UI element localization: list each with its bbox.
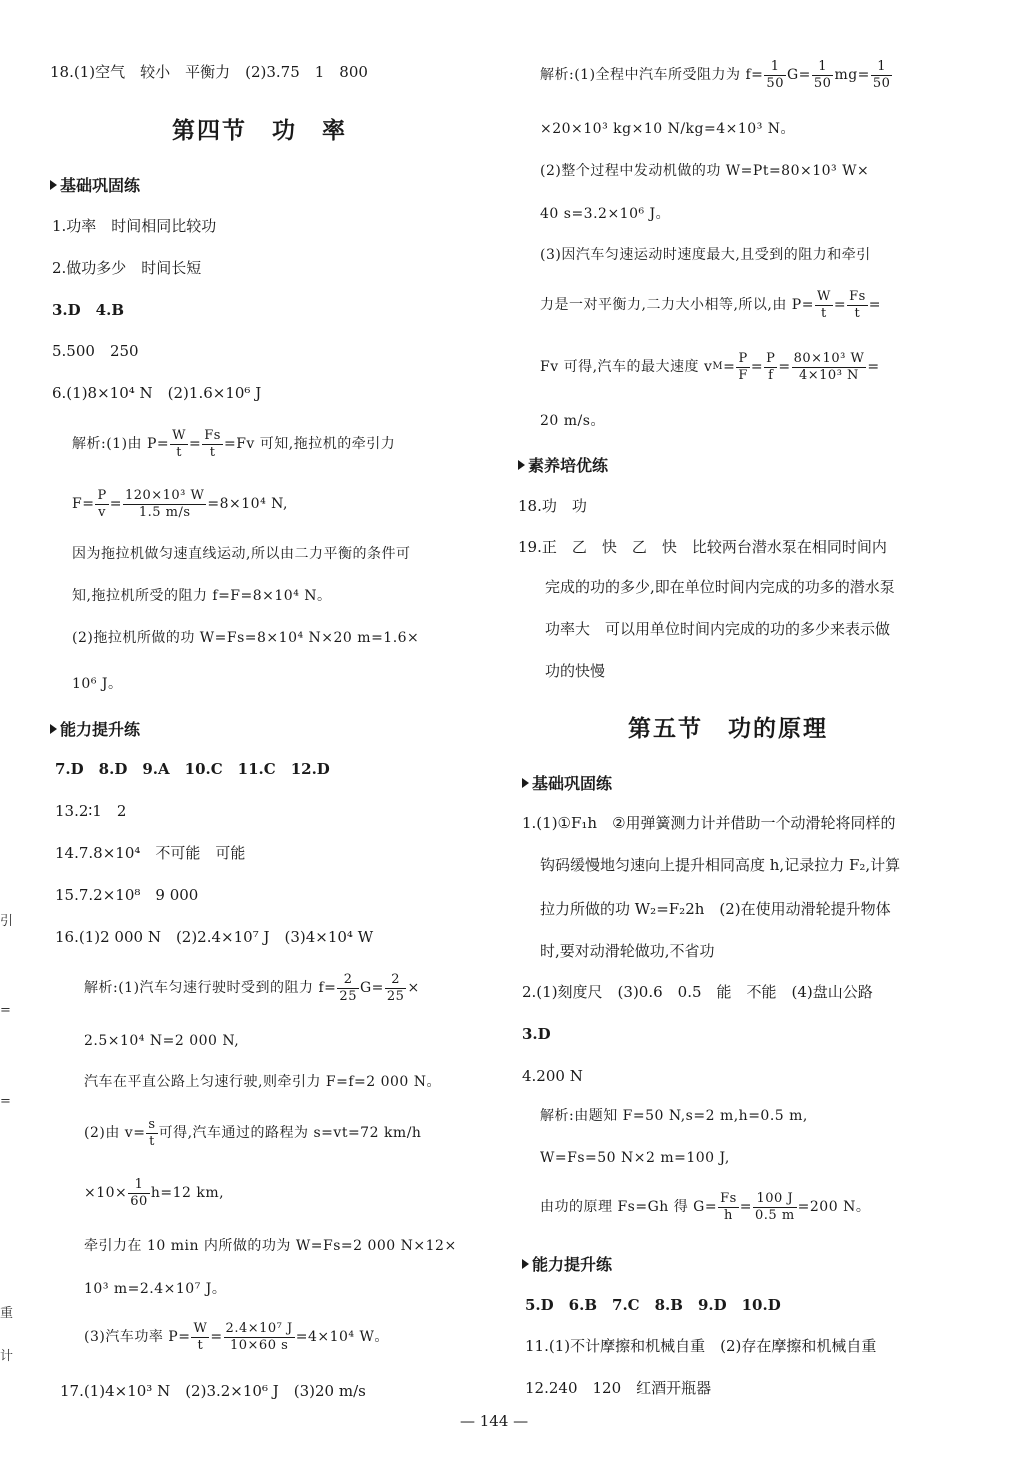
fraction: $\frac{Fs}{t}$: [204, 427, 221, 460]
answer-p1-line3: 拉力所做的功 W₂=F₂2h (2)在使用动滑轮提升物体: [540, 900, 891, 918]
answer-p1-line2: 钩码缓慢地匀速向上提升相同高度 h,记录拉力 F₂,计算: [540, 856, 901, 874]
solution-17-line1: 解析:(1)全程中汽车所受阻力为 f= $\frac{1}{50}$ G= $\frac{1}{50}$ mg= $\frac{1}{50}$: [540, 58, 891, 91]
solution-6-line3: 因为拖拉机做匀速直线运动,所以由二力平衡的条件可: [72, 546, 411, 562]
solution-p4-line1: 解析:由题知 F=50 N,s=2 m,h=0.5 m,: [540, 1108, 808, 1124]
answer-19-line1: 19.正 乙 快 乙 快 比较两台潜水泵在相同时间内: [518, 538, 887, 556]
heading-ability-2: 能力提升练: [522, 1252, 612, 1275]
fraction: $\frac{W}{t}$: [172, 427, 187, 460]
answer-18-prev: 18.(1)空气 较小 平衡力 (2)3.75 1 800: [50, 63, 368, 81]
answer-19-line3: 功率大 可以用单位时间内完成的功的多少来表示做: [545, 620, 891, 638]
answer-2: 2.做功多少 时间长短: [52, 259, 202, 277]
answer-3-4: 3.D 4.B: [52, 301, 125, 319]
solution-16-line8: (3)汽车功率 P= $\frac{W}{t}$ = $\frac{\text{2.4×10⁷ J}}{10\times 60 s}$ =4×10⁴ W。: [84, 1320, 389, 1353]
fraction: $\frac{1}{50}$: [813, 58, 832, 91]
fraction: $\frac{\text{80×10³ W}}{\text{4×10³ N}}$: [793, 350, 865, 383]
answers-p5-10: 5.D 6.B 7.C 8.B 9.D 10.D: [525, 1296, 781, 1314]
edge-mark: 引: [0, 914, 14, 929]
fraction: $\frac{Fs}{t}$: [849, 288, 866, 321]
fraction: $\frac{100 J}{0.5 m}$: [755, 1190, 795, 1223]
edge-mark: 计: [0, 1349, 14, 1364]
answer-15: 15.7.2×10⁸ 9 000: [55, 886, 199, 904]
solution-16-line4: (2)由 v= $\frac{s}{t}$ 可得,汽车通过的路程为 s=vt=72 km/h: [84, 1116, 422, 1149]
answer-16: 16.(1)2 000 N (2)2.4×10⁷ J (3)4×10⁴ W: [55, 928, 374, 946]
answer-p4: 4.200 N: [522, 1067, 583, 1085]
answer-p3: 3.D: [522, 1025, 551, 1043]
section-title-4: 第四节 功 率: [172, 118, 347, 144]
fraction: $\frac{\text{120×10³ W}}{1.5 m/s}$: [124, 487, 205, 520]
solution-6-line6: 10⁶ J。: [72, 676, 123, 692]
fraction: $\frac{s}{t}$: [148, 1116, 156, 1149]
solution-16-line1: 解析:(1)汽车匀速行驶时受到的阻力 f= $\frac{2}{25}$ G= $\frac{2}{25}$ ×: [84, 971, 420, 1004]
solution-17-line4: 40 s=3.2×10⁶ J。: [540, 206, 671, 222]
answer-5: 5.500 250: [52, 342, 139, 360]
fraction: $\frac{Fs}{h}$: [720, 1190, 737, 1223]
solution-17-line2: ×20×10³ kg×10 N/kg=4×10³ N。: [540, 121, 795, 137]
solution-17-line7: Fv 可得,汽车的最大速度 v M = $\frac{P}{F}$ = $\frac{P}{f}$ = $\frac{\text{80×10³ W}}{\text{4×10³ N}}$ =: [540, 350, 880, 383]
solution-16-line5: ×10× $\frac{1}{60}$ h=12 km,: [84, 1176, 225, 1209]
solution-17-line5: (3)因汽车匀速运动时速度最大,且受到的阻力和牵引: [540, 247, 871, 263]
solution-p4-line3: 由功的原理 Fs=Gh 得 G= $\frac{Fs}{h}$ = $\frac{100 J}{0.5 m}$ =200 N。: [540, 1190, 871, 1223]
fraction: $\frac{W}{t}$: [816, 288, 831, 321]
fraction: $\frac{\text{2.4×10⁷ J}}{10\times 60 s}$: [225, 1320, 293, 1353]
solution-6-line1: 解析:(1)由 P= $\frac{W}{t}$ = $\frac{Fs}{t}$ =Fv 可知,拖拉机的牵引力: [72, 427, 396, 460]
fraction: $\frac{1}{50}$: [766, 58, 784, 91]
edge-mark: =: [0, 1094, 11, 1109]
solution-16-line2: 2.5×10⁴ N=2 000 N,: [84, 1033, 240, 1049]
answer-p2: 2.(1)刻度尺 (3)0.6 0.5 能 不能 (4)盘山公路: [522, 983, 873, 1001]
triangle-icon: [518, 460, 525, 470]
answer-18: 18.功 功: [518, 497, 587, 515]
solution-16-line3: 汽车在平直公路上匀速行驶,则牵引力 F=f=2 000 N。: [84, 1074, 442, 1090]
solution-6-line5: (2)拖拉机所做的功 W=Fs=8×10⁴ N×20 m=1.6×: [72, 630, 420, 646]
triangle-icon: [50, 724, 57, 734]
answer-1: 1.功率 时间相同比较功: [52, 217, 217, 235]
edge-mark: =: [0, 1003, 11, 1018]
fraction: $\frac{W}{t}$: [193, 1320, 208, 1353]
triangle-icon: [522, 778, 529, 788]
solution-16-line7: 10³ m=2.4×10⁷ J。: [84, 1281, 227, 1297]
answer-19-line4: 功的快慢: [545, 662, 606, 680]
answer-p1-line1: 1.(1)①F₁h ②用弹簧测力计并借助一个动滑轮将同样的: [522, 814, 896, 832]
answer-p12: 12.240 120 红酒开瓶器: [525, 1379, 712, 1397]
fraction: $\frac{P}{F}$: [738, 350, 748, 383]
triangle-icon: [50, 180, 57, 190]
answers-7-12: 7.D 8.D 9.A 10.C 11.C 12.D: [55, 760, 330, 778]
edge-mark: 重: [0, 1306, 14, 1321]
answer-19-line2: 完成的功的多少,即在单位时间内完成的功多的潜水泵: [545, 578, 895, 596]
triangle-icon: [522, 1259, 529, 1269]
answer-14: 14.7.8×10⁴ 不可能 可能: [55, 844, 246, 862]
answer-6: 6.(1)8×10⁴ N (2)1.6×10⁶ J: [52, 384, 262, 402]
answer-13: 13.2∶1 2: [55, 802, 127, 820]
heading-quality: 素养培优练: [518, 453, 608, 476]
fraction: $\frac{1}{60}$: [130, 1176, 148, 1209]
answer-p1-line4: 时,要对动滑轮做功,不省功: [540, 942, 715, 960]
fraction: $\frac{2}{25}$: [386, 971, 405, 1004]
solution-16-line6: 牵引力在 10 min 内所做的功为 W=Fs=2 000 N×12×: [84, 1238, 457, 1254]
fraction: $\frac{P}{f}$: [766, 350, 776, 383]
solution-6-line2: F= $\frac{P}{v}$ = $\frac{\text{120×10³ W}}{1.5 m/s}$ =8×10⁴ N,: [72, 487, 288, 520]
solution-p4-line2: W=Fs=50 N×2 m=100 J,: [540, 1150, 730, 1166]
solution-17-line6: 力是一对平衡力,二力大小相等,所以,由 P= $\frac{W}{t}$ = $\frac{Fs}{t}$ =: [540, 288, 881, 321]
solution-17-line3: (2)整个过程中发动机做的功 W=Pt=80×10³ W×: [540, 163, 870, 179]
answer-17: 17.(1)4×10³ N (2)3.2×10⁶ J (3)20 m/s: [60, 1382, 366, 1400]
fraction: $\frac{P}{v}$: [97, 487, 107, 520]
section-title-5: 第五节 功的原理: [628, 716, 828, 742]
answer-p11: 11.(1)不计摩擦和机械自重 (2)存在摩擦和机械自重: [525, 1337, 877, 1355]
heading-basic: 基础巩固练: [50, 173, 140, 196]
solution-6-line4: 知,拖拉机所受的阻力 f=F=8×10⁴ N。: [72, 588, 332, 604]
fraction: $\frac{2}{25}$: [339, 971, 357, 1004]
heading-ability: 能力提升练: [50, 717, 140, 740]
page-number: — 144 —: [460, 1412, 529, 1430]
heading-basic-2: 基础巩固练: [522, 771, 612, 794]
fraction: $\frac{1}{50}$: [872, 58, 891, 91]
solution-17-line8: 20 m/s。: [540, 413, 605, 429]
